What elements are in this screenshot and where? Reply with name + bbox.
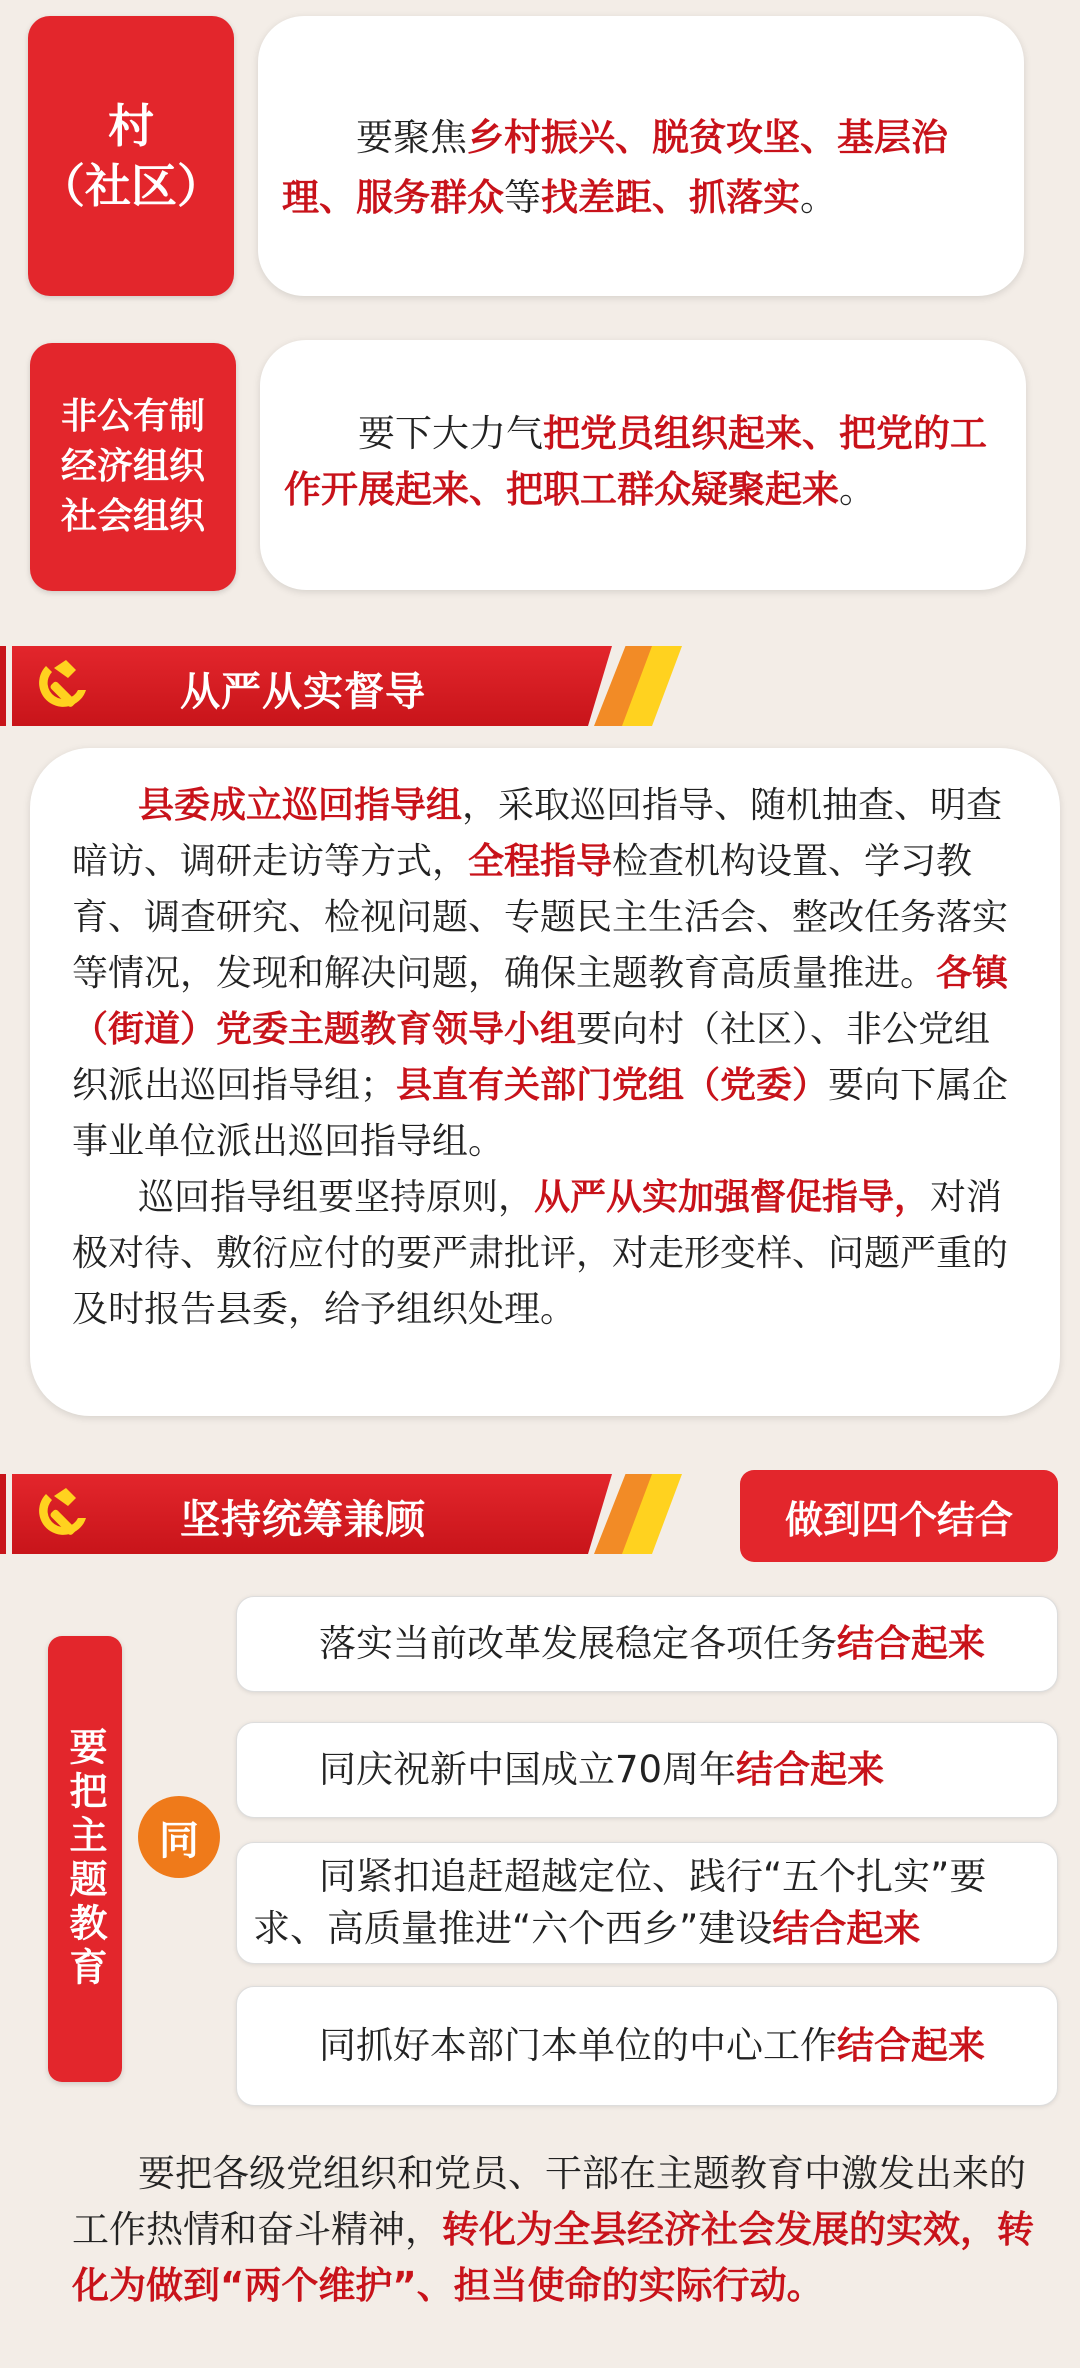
supervise-red-3: 各镇（街道）党委主题教育领导小组 xyxy=(72,953,1009,1050)
party-emblem-icon xyxy=(32,1482,96,1546)
supervise-p2-text-2: 对消极对待、敷衍应付的要严肃批评，对走形变样、问题严重的及时报告县委，给予组织处理。 xyxy=(72,1177,1009,1330)
tag-theme-education: 要把主题教育 xyxy=(48,1636,122,2082)
card-supervise xyxy=(30,748,1060,1416)
closing-red: 转化为全县经济社会发展的实效，转化为做到“两个维护”、担当使命的实际行动。 xyxy=(72,2208,1034,2307)
supervise-text-2: 检查机构设置、学习教育、调查研究、检视问题、专题民主生活会、整改任务落实等情况，发现和解决问题，确保主题教育高质量推进。 xyxy=(72,841,1009,994)
pill-four-combine: 做到四个结合 xyxy=(740,1470,1058,1562)
card-nonpublic xyxy=(260,340,1026,590)
village-text-1: 要聚焦 xyxy=(356,116,467,159)
village-text-2: 等 xyxy=(504,176,541,219)
combine-item-1-red: 结合起来 xyxy=(837,1622,985,1665)
combine-item-4 xyxy=(236,1986,1058,2106)
combine-item-3 xyxy=(236,1842,1058,1964)
tag-village: 村 （社区） xyxy=(28,16,234,296)
village-text-3: 。 xyxy=(800,176,837,219)
supervise-text-3: 要向村（社区）、非公党组织派出巡回指导组； xyxy=(72,1009,991,1106)
section-banner-supervise xyxy=(0,640,720,732)
banner-title-supervise: 从严从实督导 xyxy=(180,669,426,715)
combine-item-1 xyxy=(236,1596,1058,1692)
combine-item-2 xyxy=(236,1722,1058,1818)
combine-item-4-text: 同抓好本部门本单位的中心工作 xyxy=(319,2024,837,2067)
nonpublic-text-2: 。 xyxy=(839,468,876,511)
combine-item-1-text: 落实当前改革发展稳定各项任务 xyxy=(319,1622,837,1665)
nonpublic-text-1: 要下大力气 xyxy=(358,412,543,455)
tag-nonpublic: 非公有制 经济组织 社会组织 xyxy=(30,343,236,591)
closing-text: 要把各级党组织和党员、干部在主题教育中激发出来的工作热情和奋斗精神， xyxy=(72,2152,1026,2251)
village-red-2: 找差距、抓落实 xyxy=(541,176,800,219)
banner-title-overall: 坚持统筹兼顾 xyxy=(180,1497,426,1543)
combine-item-3-red: 结合起来 xyxy=(772,1907,921,1950)
combine-item-4-red: 结合起来 xyxy=(837,2024,985,2067)
card-village xyxy=(258,16,1024,296)
supervise-p2-red-1: 从严从实加强督促指导， xyxy=(534,1177,931,1218)
supervise-p2-text-1: 巡回指导组要坚持原则， xyxy=(138,1177,535,1218)
section-banner-overall xyxy=(0,1468,720,1560)
nonpublic-red-1: 把党员组织起来、把党的工作开展起来、把职工群众疑聚起来 xyxy=(284,412,987,511)
circle-tong: 同 xyxy=(138,1796,220,1878)
supervise-red-4: 县直有关部门党组（党委） xyxy=(396,1065,829,1106)
closing-paragraph xyxy=(72,2146,1062,2314)
supervise-red-1: 县委成立巡回指导组 xyxy=(138,785,463,826)
supervise-text-1: ，采取巡回指导、随机抽查、明查暗访、调研走访等方式， xyxy=(72,785,1003,882)
party-emblem-icon xyxy=(32,654,96,718)
combine-item-3-text: 同紧扣追赶超越定位、践行“五个扎实”要求、高质量推进“六个西乡”建设 xyxy=(253,1855,987,1950)
combine-item-2-text: 同庆祝新中国成立70周年 xyxy=(319,1748,737,1791)
combine-item-2-red: 结合起来 xyxy=(736,1748,885,1791)
village-red-1: 乡村振兴、脱贫攻坚、基层治理、服务群众 xyxy=(282,116,948,219)
supervise-red-2: 全程指导 xyxy=(468,841,613,882)
supervise-text-4: 要向下属企事业单位派出巡回指导组。 xyxy=(72,1065,1009,1162)
